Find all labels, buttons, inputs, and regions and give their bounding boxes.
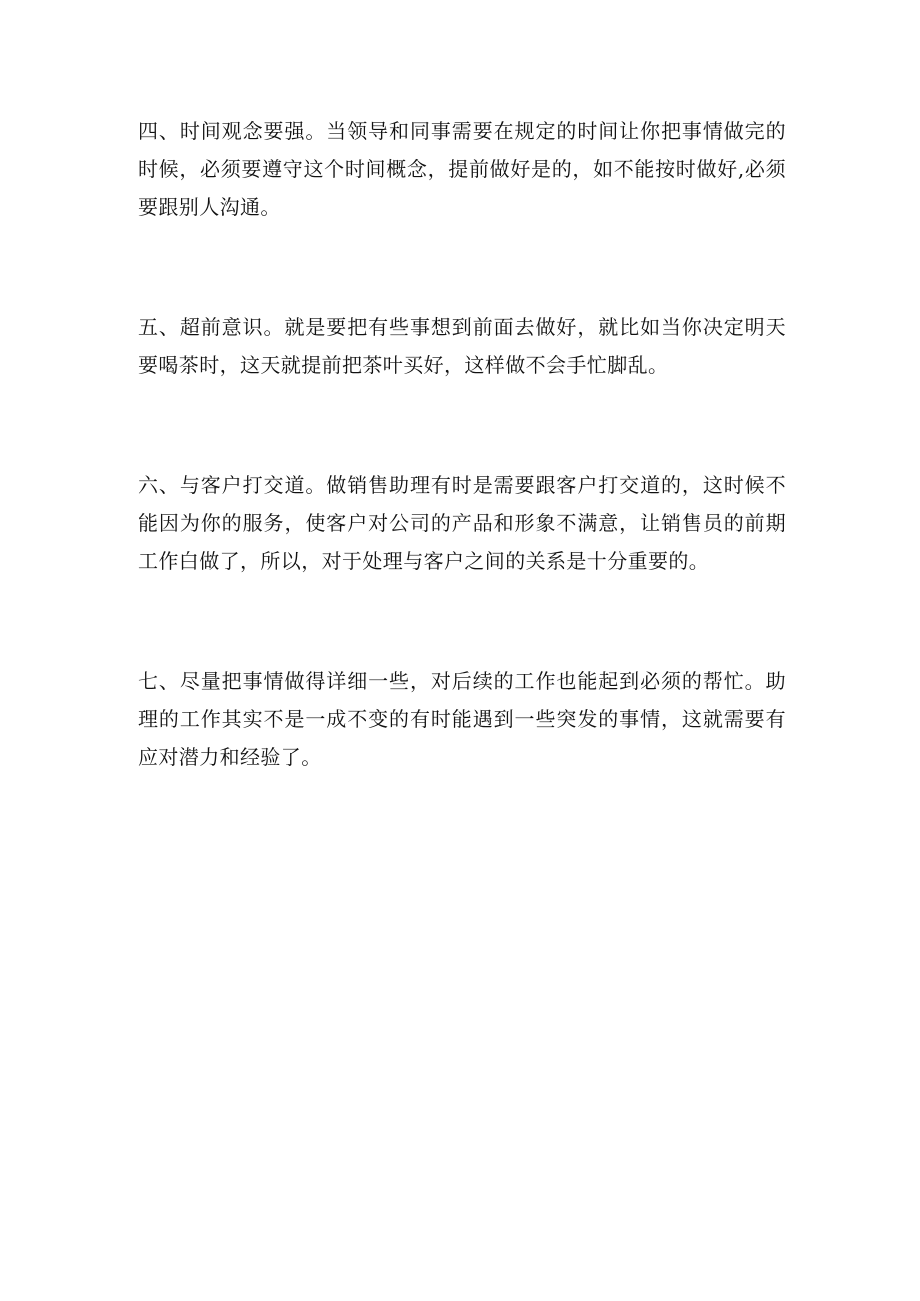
document-body xyxy=(138,112,786,776)
paragraph-forward-thinking: 五、超前意识。就是要把有些事想到前面去做好，就比如当你决定明天要喝茶时，这天就提前把茶叶买好，这样做不会手忙脚乱。 xyxy=(138,315,786,377)
paragraph-time-awareness: 四、时间观念要强。当领导和同事需要在规定的时间让你把事情做完的时候，必须要遵守这个时间概念，提前做好是的，如不能按时做好,必须要跟别人沟通。 xyxy=(138,119,786,219)
paragraph-detail-work: 七、尽量把事情做得详细一些，对后续的工作也能起到必须的帮忙。助理的工作其实不是一成不变的有时能遇到一些突发的事情，这就需要有应对潜力和经验了。 xyxy=(138,669,786,769)
paragraph-customer-relations: 六、与客户打交道。做销售助理有时是需要跟客户打交道的，这时候不能因为你的服务，使客户对公司的产品和形象不满意，让销售员的前期工作白做了，所以，对于处理与客户之间的关系是十分重要的。 xyxy=(138,473,786,573)
